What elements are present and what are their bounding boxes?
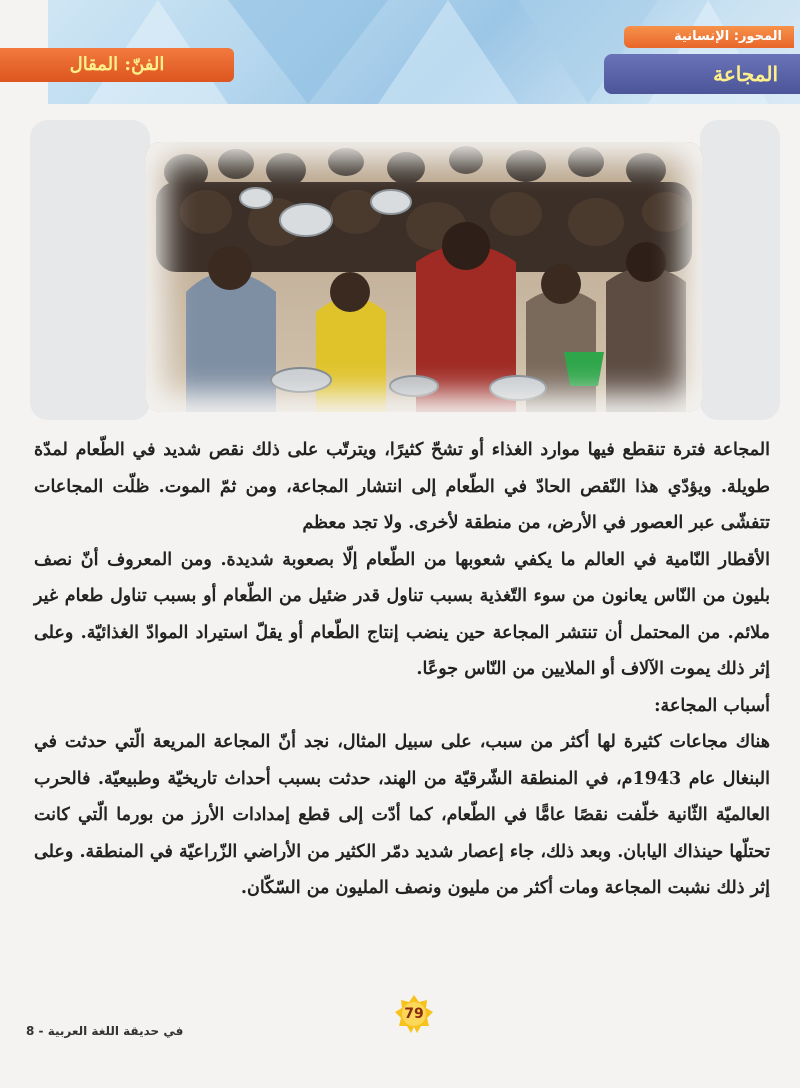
article-paragraph: المجاعة فترة تنقطع فيها موارد الغذاء أو تشحّ كثيرًا، ويترتّب على ذلك نقص شديد في الطّعام لمدّة طويلة. ويؤدّي هذا النّقص الحادّ في الطّعام إلى انتشار المجاعة، ومن ثمّ الموت. ظلّت المجاعات تتفشّى عبر العصور في الأرض، من منطقة لأخرى. ولا تجد معظم — [34, 440, 770, 533]
axis-label: المحور: الإنسانية — [624, 26, 794, 48]
crowd-photo-illustration — [146, 142, 702, 412]
section-heading: أسباب المجاعة: — [654, 695, 770, 716]
lesson-title: المجاعة — [604, 54, 800, 94]
book-title: في حديقة اللغة العربية - 8 — [26, 1024, 184, 1038]
article-paragraph: هناك مجاعات كثيرة لها أكثر من سبب، على سبيل المثال، نجد أنّ المجاعة المريعة الّتي حدثت في البنغال عام 1943م، في المنطقة الشّرقيّة من الهند، حدثت بسبب أحداث تاريخيّة وطبيعيّة. فالحرب العالميّة الثّانية خلّفت نقصًا عامًّا في الطّعام، كما أدّت إلى قطع إمدادات الأرز من بورما الّتي كانت تحتلّها حينذاك اليابان. وبعد ذلك، جاء إعصار شديد دمّر الكثير من الأراضي الزّراعيّة في المنطقة. وعلى إثر ذلك نشبت المجاعة ومات أكثر من مليون ونصف المليون من السّكّان. — [34, 732, 771, 898]
show-through-shape — [700, 120, 780, 420]
page-number-badge — [394, 994, 434, 1034]
article-paragraph: الأقطار النّامية في العالم ما يكفي شعوبها من الطّعام إلّا بصعوبة شديدة. ومن المعروف أنّ نصف بليون من النّاس يعانون من سوء التّغذية بسبب تناول قدر ضئيل من الطّعام أو بسبب تناول طعام غير ملائم. من المحتمل أن تنتشر المجاعة حين ينضب إنتاج الطّعام أو يقلّ استيراد الموادّ الغذائيّة. وعلى إثر ذلك يموت الآلاف أو الملايين من النّاس جوعًا. — [34, 549, 770, 679]
famine-photo — [146, 142, 702, 412]
page-number: 79 — [404, 1006, 424, 1022]
show-through-shape — [30, 120, 150, 420]
genre-label: الفنّ: المقال — [0, 48, 234, 82]
article-body — [34, 432, 770, 907]
